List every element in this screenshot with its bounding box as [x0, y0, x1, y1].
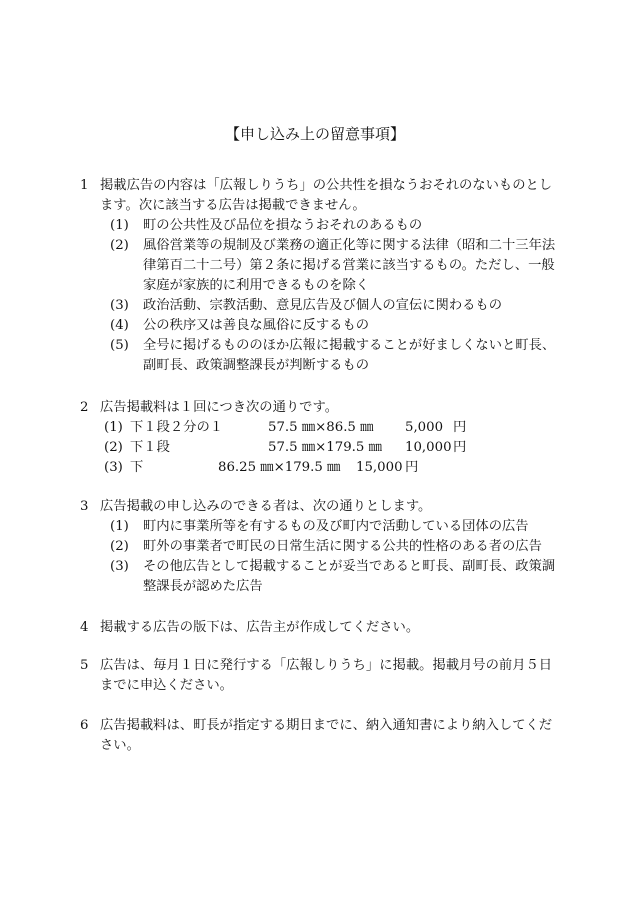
- section-1-item-5-line-1: 全号に掲げるもののほか広報に掲載することが好ましくないと町長、: [143, 338, 556, 353]
- fee-row-2-size: 57.5 ㎜×179.5 ㎜: [268, 440, 382, 455]
- section-3-item-1-text: 町内に事業所等を有するもの及び町内で活動している団体の広告: [143, 519, 529, 534]
- section-5-line-2: までに申込ください。: [100, 678, 233, 693]
- section-3-item-3-line-1: その他広告として掲載することが妥当であると町長、副町長、政策調: [143, 559, 556, 574]
- section-1-item-5-line-2: 副町長、政策調整課長が判断するもの: [143, 358, 370, 373]
- section-6-number: 6: [80, 718, 89, 733]
- section-6-line-1: 広告掲載料は、町長が指定する期日までに、納入通知書により納入してくだ: [100, 718, 553, 733]
- section-2-number: 2: [80, 400, 89, 415]
- section-1-item-2-line-1: 風俗営業等の規制及び業務の適正化等に関する法律（昭和二十三年法: [143, 238, 556, 253]
- section-1-line-1: 掲載広告の内容は「広報しりうち」の公共性を損なうおそれのないものとし: [100, 178, 553, 193]
- section-3-item-3-number: (3): [110, 559, 129, 574]
- section-5-line-1: 広告は、毎月１日に発行する「広報しりうち」に掲載。掲載月号の前月５日: [100, 658, 553, 673]
- fee-row-1-unit: 円: [453, 420, 467, 435]
- fee-row-3-number: (3): [104, 460, 123, 475]
- section-1-item-2-number: (2): [110, 238, 129, 253]
- fee-row-2-number: (2): [104, 440, 123, 455]
- section-1-item-5-number: (5): [110, 338, 129, 353]
- section-1-line-2: ます。次に該当する広告は掲載できません。: [100, 198, 366, 213]
- section-3-line-1: 広告掲載の申し込みのできる者は、次の通りとします。: [100, 499, 432, 514]
- section-1-item-3-text: 政治活動、宗教活動、意見広告及び個人の宣伝に関わるもの: [143, 298, 503, 313]
- fee-row-1-price: 5,000: [405, 420, 444, 435]
- section-3-item-1-number: (1): [110, 519, 129, 534]
- section-1-item-4-number: (4): [110, 318, 129, 333]
- fee-row-1-number: (1): [104, 420, 123, 435]
- section-3-item-3-line-2: 整課長が認めた広告: [143, 579, 263, 594]
- fee-row-2-unit: 円: [453, 440, 467, 455]
- section-1-item-2-line-3: 家庭が家族的に利用できるものを除く: [143, 278, 370, 293]
- fee-row-3-size: 86.25 ㎜×179.5 ㎜: [218, 460, 341, 475]
- section-4-line-1: 掲載する広告の版下は、広告主が作成してください。: [100, 620, 420, 635]
- fee-row-3-unit: 円: [405, 460, 419, 475]
- section-3-item-2-number: (2): [110, 539, 129, 554]
- fee-row-1-size: 57.5 ㎜×86.5 ㎜: [268, 420, 374, 435]
- fee-row-1-name: 下１段２分の１: [130, 420, 224, 435]
- fee-row-2-name: 下１段: [130, 440, 170, 455]
- section-4-number: 4: [80, 620, 89, 635]
- section-3-item-2-text: 町外の事業者で町民の日常生活に関する公共的性格のある者の広告: [143, 539, 542, 554]
- section-1-item-4-text: 公の秩序又は善良な風俗に反するもの: [143, 318, 370, 333]
- section-5-number: 5: [80, 658, 89, 673]
- fee-row-2-price: 10,000: [405, 440, 452, 455]
- section-1-item-2-line-2: 律第百二十二号）第２条に掲げる営業に該当するもの。ただし、一般: [143, 258, 555, 273]
- page-title: 【申し込み上の留意事項】: [224, 125, 405, 143]
- fee-row-3-name: 下: [130, 460, 144, 475]
- section-1-number: 1: [80, 178, 89, 193]
- section-2-line-1: 広告掲載料は１回につき次の通りです。: [100, 400, 339, 415]
- section-1-item-1-number: (1): [110, 218, 129, 233]
- section-6-line-2: さい。: [100, 738, 140, 753]
- section-1-item-3-number: (3): [110, 298, 129, 313]
- fee-row-3-price: 15,000: [356, 460, 403, 475]
- section-1-item-1-text: 町の公共性及び品位を損なうおそれのあるもの: [143, 218, 423, 233]
- section-3-number: 3: [80, 499, 89, 514]
